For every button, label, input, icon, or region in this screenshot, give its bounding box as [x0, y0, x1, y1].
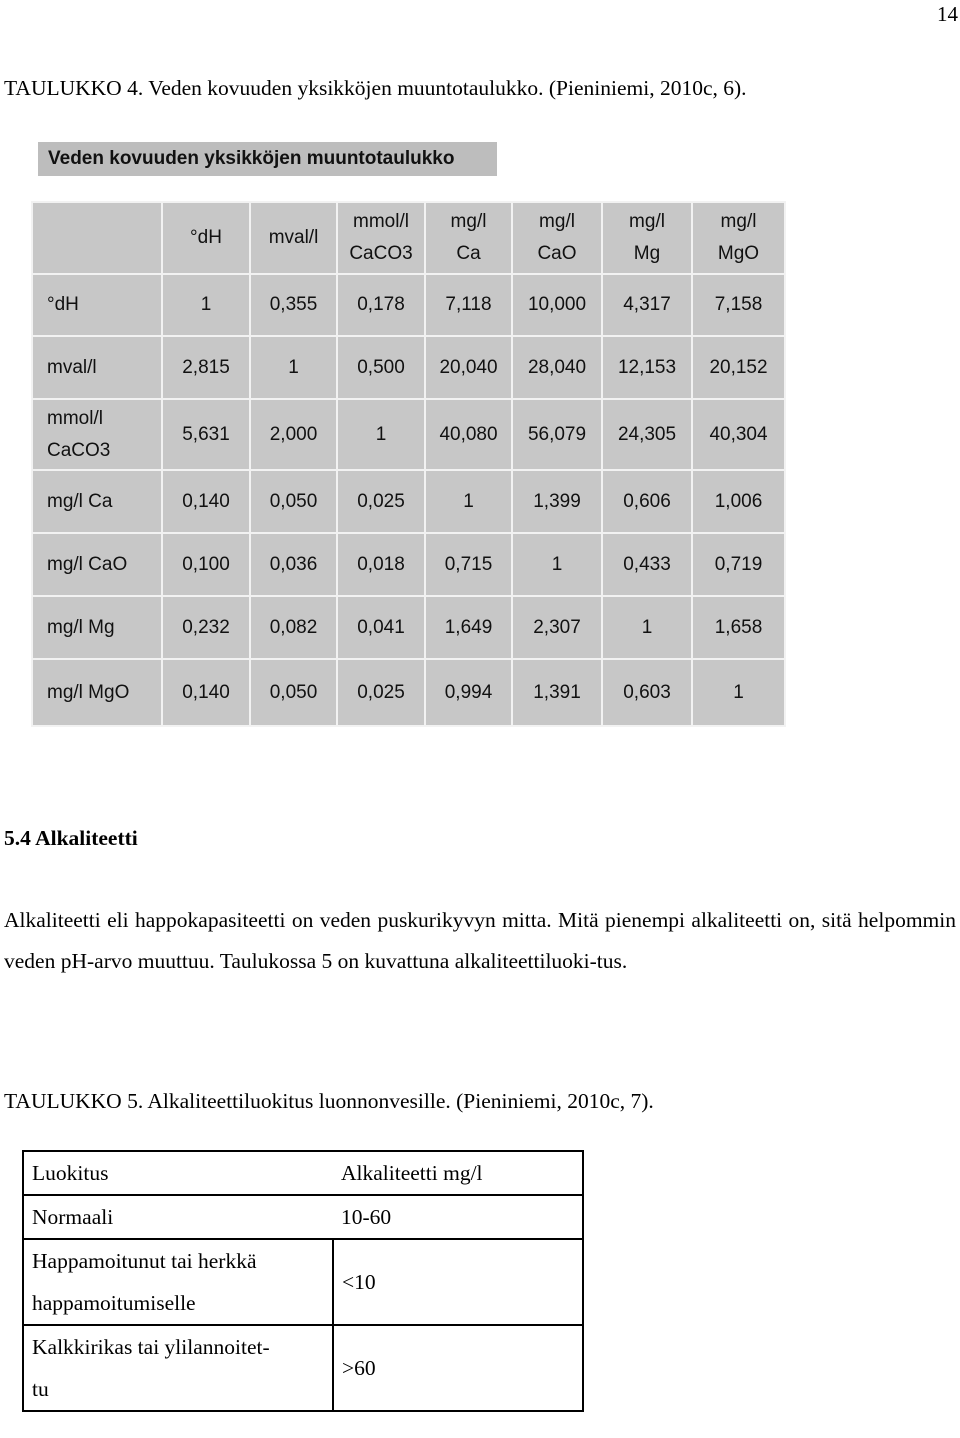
- value-cell: 0,082: [250, 596, 337, 659]
- column-header-line: Mg: [633, 243, 661, 264]
- table-row: [23, 1195, 583, 1239]
- alkalinity-table: [22, 1150, 584, 1412]
- value-cell: 0,018: [337, 533, 425, 596]
- column-header: [512, 202, 602, 274]
- value-cell: 20,040: [425, 336, 512, 399]
- header-cell-alkalinity: Alkaliteetti mg/l: [333, 1151, 583, 1195]
- row-header-line: mg/l CaO: [47, 553, 128, 575]
- hardness-conversion-table: [31, 201, 786, 727]
- row-header: [32, 274, 162, 336]
- value-cell: 1: [425, 470, 512, 533]
- value-cell: 2,815: [162, 336, 250, 399]
- column-header: [602, 202, 692, 274]
- table-image-title: Veden kovuuden yksikköjen muuntotaulukko: [38, 142, 497, 176]
- value-cell: 0,100: [162, 533, 250, 596]
- value-cell: 1: [250, 336, 337, 399]
- corner-cell: [32, 202, 162, 274]
- column-header-line: mval/l: [268, 227, 319, 248]
- class-cell: Normaali: [23, 1195, 333, 1239]
- row-header-line: mg/l MgO: [47, 681, 130, 703]
- row-header: [32, 533, 162, 596]
- row-header: [32, 659, 162, 726]
- row-header: [32, 336, 162, 399]
- value-cell: 5,631: [162, 399, 250, 470]
- class-line: happamoitumiselle: [32, 1291, 196, 1315]
- value-cell: >60: [333, 1325, 583, 1411]
- row-header-line: mg/l Ca: [47, 490, 113, 512]
- page-number: 14: [937, 2, 958, 26]
- value-cell: 0,178: [337, 274, 425, 336]
- table-row: [32, 399, 785, 470]
- row-header: [32, 399, 162, 470]
- column-header: [692, 202, 785, 274]
- value-cell: 0,025: [337, 659, 425, 726]
- value-cell: 1,649: [425, 596, 512, 659]
- table-row: [32, 659, 785, 726]
- column-header-line: mmol/l: [353, 211, 409, 232]
- value-cell: 0,140: [162, 470, 250, 533]
- row-header-line: CaCO3: [47, 439, 111, 461]
- column-header-line: MgO: [717, 243, 760, 264]
- value-cell: 0,232: [162, 596, 250, 659]
- value-cell: 7,118: [425, 274, 512, 336]
- class-line: tu: [32, 1377, 49, 1401]
- hardness-conversion-table-image: [31, 138, 784, 714]
- value-cell: 4,317: [602, 274, 692, 336]
- value-cell: 1,391: [512, 659, 602, 726]
- value-cell: 1: [337, 399, 425, 470]
- column-header-line: °dH: [190, 227, 222, 248]
- value-cell: 40,080: [425, 399, 512, 470]
- value-cell: 0,041: [337, 596, 425, 659]
- value-cell: 0,050: [250, 659, 337, 726]
- column-header-line: CaCO3: [349, 243, 413, 264]
- value-cell: 1: [512, 533, 602, 596]
- class-cell: [23, 1239, 333, 1325]
- row-header: [32, 470, 162, 533]
- table-row: [23, 1239, 583, 1325]
- column-header-line: mg/l: [450, 211, 487, 232]
- value-cell: 7,158: [692, 274, 785, 336]
- value-cell: 56,079: [512, 399, 602, 470]
- class-cell: [23, 1325, 333, 1411]
- column-header-line: mg/l: [629, 211, 665, 232]
- value-cell: 0,603: [602, 659, 692, 726]
- column-header-line: Ca: [456, 243, 481, 264]
- value-cell: 0,025: [337, 470, 425, 533]
- column-header: [425, 202, 512, 274]
- value-cell: 2,307: [512, 596, 602, 659]
- row-header-line: mval/l: [47, 356, 97, 378]
- column-header: [250, 202, 337, 274]
- value-cell: 2,000: [250, 399, 337, 470]
- value-cell: <10: [333, 1239, 583, 1325]
- table-row: [32, 470, 785, 533]
- value-cell: 0,355: [250, 274, 337, 336]
- table-header-row: [23, 1151, 583, 1195]
- class-line: Happamoitunut tai herkkä: [32, 1249, 257, 1273]
- value-cell: 1: [602, 596, 692, 659]
- row-header-line: mmol/l: [47, 407, 103, 429]
- row-header: [32, 596, 162, 659]
- value-cell: 28,040: [512, 336, 602, 399]
- row-header-line: °dH: [47, 294, 79, 315]
- table-row: [32, 274, 785, 336]
- value-cell: 12,153: [602, 336, 692, 399]
- value-cell: 0,606: [602, 470, 692, 533]
- value-cell: 0,050: [250, 470, 337, 533]
- class-line: Kalkkirikas tai ylilannoitet-: [32, 1335, 270, 1359]
- value-cell: 0,719: [692, 533, 785, 596]
- column-header: [162, 202, 250, 274]
- value-cell: 0,433: [602, 533, 692, 596]
- value-cell: 0,140: [162, 659, 250, 726]
- header-cell-class: Luokitus: [23, 1151, 333, 1195]
- row-header-line: mg/l Mg: [47, 616, 115, 638]
- value-cell: 1,399: [512, 470, 602, 533]
- value-cell: 1: [692, 659, 785, 726]
- value-cell: 10,000: [512, 274, 602, 336]
- value-cell: 0,500: [337, 336, 425, 399]
- column-header-line: mg/l: [539, 211, 575, 232]
- column-header: [337, 202, 425, 274]
- value-cell: 1,006: [692, 470, 785, 533]
- table-header-row: [32, 202, 785, 274]
- value-cell: 1: [162, 274, 250, 336]
- value-cell: 0,036: [250, 533, 337, 596]
- table-row: [23, 1325, 583, 1411]
- table5-caption: TAULUKKO 5. Alkaliteettiluokitus luonnonvesille. (Pieniniemi, 2010c, 7).: [4, 1089, 654, 1113]
- column-header-line: CaO: [537, 243, 577, 264]
- table-row: [32, 336, 785, 399]
- column-header-line: mg/l: [720, 211, 757, 232]
- table4-caption: TAULUKKO 4. Veden kovuuden yksikköjen muuntotaulukko. (Pieniniemi, 2010c, 6).: [4, 76, 747, 100]
- value-cell: 10-60: [333, 1195, 583, 1239]
- value-cell: 1,658: [692, 596, 785, 659]
- value-cell: 40,304: [692, 399, 785, 470]
- value-cell: 0,994: [425, 659, 512, 726]
- value-cell: 20,152: [692, 336, 785, 399]
- value-cell: 24,305: [602, 399, 692, 470]
- section-heading: 5.4 Alkaliteetti: [4, 826, 138, 850]
- body-paragraph: Alkaliteetti eli happokapasiteetti on veden puskurikyvyn mitta. Mitä pienempi alkaliteetti on, sitä helpommin veden pH-arvo muuttuu. Taulukossa 5 on kuvattuna alkaliteettiluoki-tus.: [4, 908, 956, 973]
- table-row: [32, 533, 785, 596]
- table-row: [32, 596, 785, 659]
- value-cell: 0,715: [425, 533, 512, 596]
